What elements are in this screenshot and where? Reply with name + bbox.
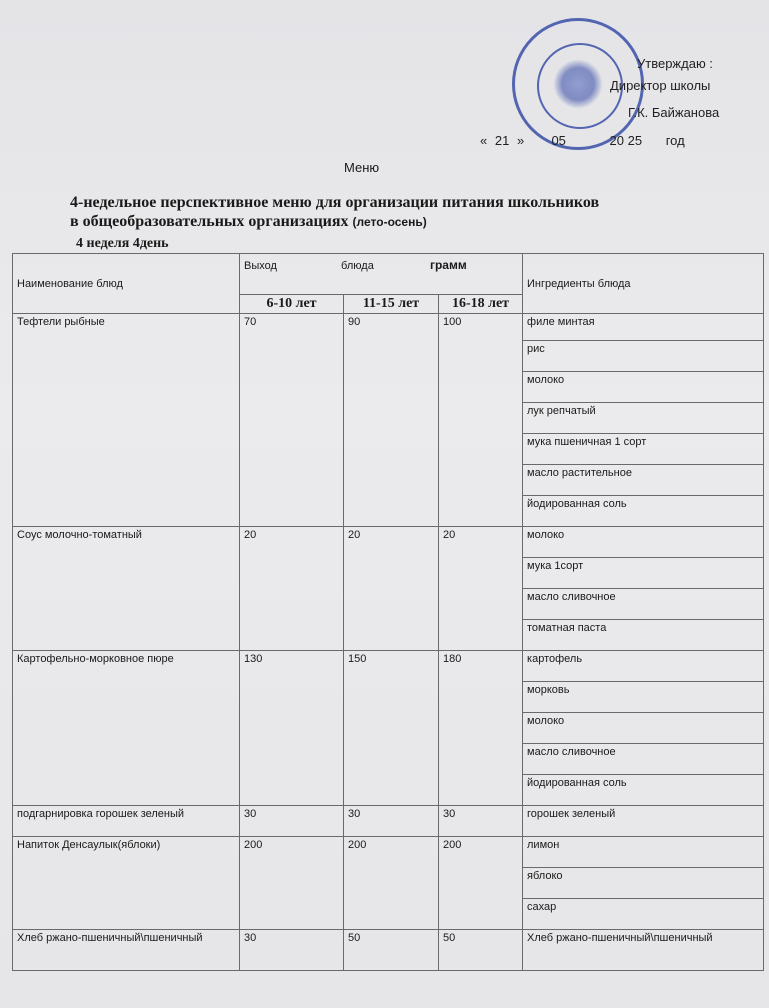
- ingredient: мука 1сорт: [523, 558, 764, 589]
- ingredient: лимон: [523, 837, 764, 868]
- stamp-emblem: [553, 59, 603, 109]
- ingredient: картофель: [523, 651, 764, 682]
- approval-line-1: Утверждаю :: [637, 56, 713, 71]
- dish-output-age3: 30: [439, 806, 523, 837]
- table-row: [13, 651, 764, 682]
- dish-output-age3: 20: [439, 527, 523, 651]
- document-title: [70, 193, 750, 232]
- dish-output-age2: 200: [344, 837, 439, 930]
- title-line-1: 4-недельное перспективное меню для организации питания школьников: [70, 194, 600, 211]
- dish-output-age1: 130: [240, 651, 344, 806]
- ingredient: йодированная соль: [523, 496, 764, 527]
- ingredient: сахар: [523, 899, 764, 930]
- date-year-suffix: год: [665, 133, 685, 148]
- dish-output-age1: 20: [240, 527, 344, 651]
- header-age-2: 11-15 лет: [344, 295, 439, 314]
- approval-date-line: [480, 133, 685, 148]
- date-year: 20 25: [609, 133, 643, 148]
- table-row: [13, 527, 764, 558]
- dish-output-age2: 50: [344, 930, 439, 971]
- header-dish-name: Наименование блюд: [13, 254, 240, 314]
- ingredient: рис: [523, 341, 764, 372]
- week-day-label: 4 неделя 4день: [76, 236, 169, 251]
- approval-line-2: Директор школы: [610, 78, 711, 93]
- approval-line-3: Г.К. Байжанова: [628, 105, 720, 120]
- dish-name: Хлеб ржано-пшеничный\пшеничный: [13, 930, 240, 971]
- ingredient: молоко: [523, 713, 764, 744]
- table-row: [13, 837, 764, 868]
- ingredient: горошек зеленый: [523, 806, 764, 837]
- menu-label: Меню: [344, 160, 380, 175]
- dish-output-age2: 20: [344, 527, 439, 651]
- dish-output-age1: 30: [240, 806, 344, 837]
- header-age-1: 6-10 лет: [240, 295, 344, 314]
- ingredient: молоко: [523, 372, 764, 403]
- dish-output-age3: 180: [439, 651, 523, 806]
- dish-output-age1: 30: [240, 930, 344, 971]
- dish-name: Тефтели рыбные: [13, 314, 240, 527]
- title-season-note: (лето-осень): [352, 215, 427, 229]
- dish-output-age3: 100: [439, 314, 523, 527]
- ingredient: масло сливочное: [523, 589, 764, 620]
- ingredient: масло сливочное: [523, 744, 764, 775]
- ingredient: морковь: [523, 682, 764, 713]
- table-row: [13, 806, 764, 837]
- ingredient: филе минтая: [523, 314, 764, 341]
- dish-output-age3: 50: [439, 930, 523, 971]
- header-gram-label: грамм: [429, 258, 467, 272]
- date-day: 21: [494, 133, 510, 148]
- header-dish-label: блюда: [341, 260, 374, 272]
- header-ingredients: Ингредиенты блюда: [523, 254, 764, 314]
- ingredient: молоко: [523, 527, 764, 558]
- dish-output-age2: 90: [344, 314, 439, 527]
- header-output: [240, 254, 523, 295]
- dish-name: Напиток Денсаулык(яблоки): [13, 837, 240, 930]
- date-quote-open: «: [480, 133, 488, 148]
- dish-output-age3: 200: [439, 837, 523, 930]
- title-line-2-wrap: [70, 212, 750, 232]
- header-output-label: Выход: [244, 260, 277, 272]
- ingredient: масло растительное: [523, 465, 764, 496]
- ingredient: томатная паста: [523, 620, 764, 651]
- dish-output-age1: 70: [240, 314, 344, 527]
- date-month: 05: [551, 133, 566, 148]
- ingredient: Хлеб ржано-пшеничный\пшеничный: [523, 930, 764, 971]
- table-row: [13, 314, 764, 341]
- dish-output-age2: 150: [344, 651, 439, 806]
- menu-table: [12, 253, 764, 971]
- ingredient: лук репчатый: [523, 403, 764, 434]
- dish-output-age1: 200: [240, 837, 344, 930]
- dish-name: Соус молочно-томатный: [13, 527, 240, 651]
- dish-name: Картофельно-морковное пюре: [13, 651, 240, 806]
- title-line-2: в общеобразовательных организациях: [70, 213, 349, 230]
- date-quote-close: »: [516, 133, 525, 148]
- table-row: [13, 930, 764, 971]
- ingredient: йодированная соль: [523, 775, 764, 806]
- header-age-3: 16-18 лет: [439, 295, 523, 314]
- dish-output-age2: 30: [344, 806, 439, 837]
- ingredient: яблоко: [523, 868, 764, 899]
- dish-name: подгарнировка горошек зеленый: [13, 806, 240, 837]
- ingredient: мука пшеничная 1 сорт: [523, 434, 764, 465]
